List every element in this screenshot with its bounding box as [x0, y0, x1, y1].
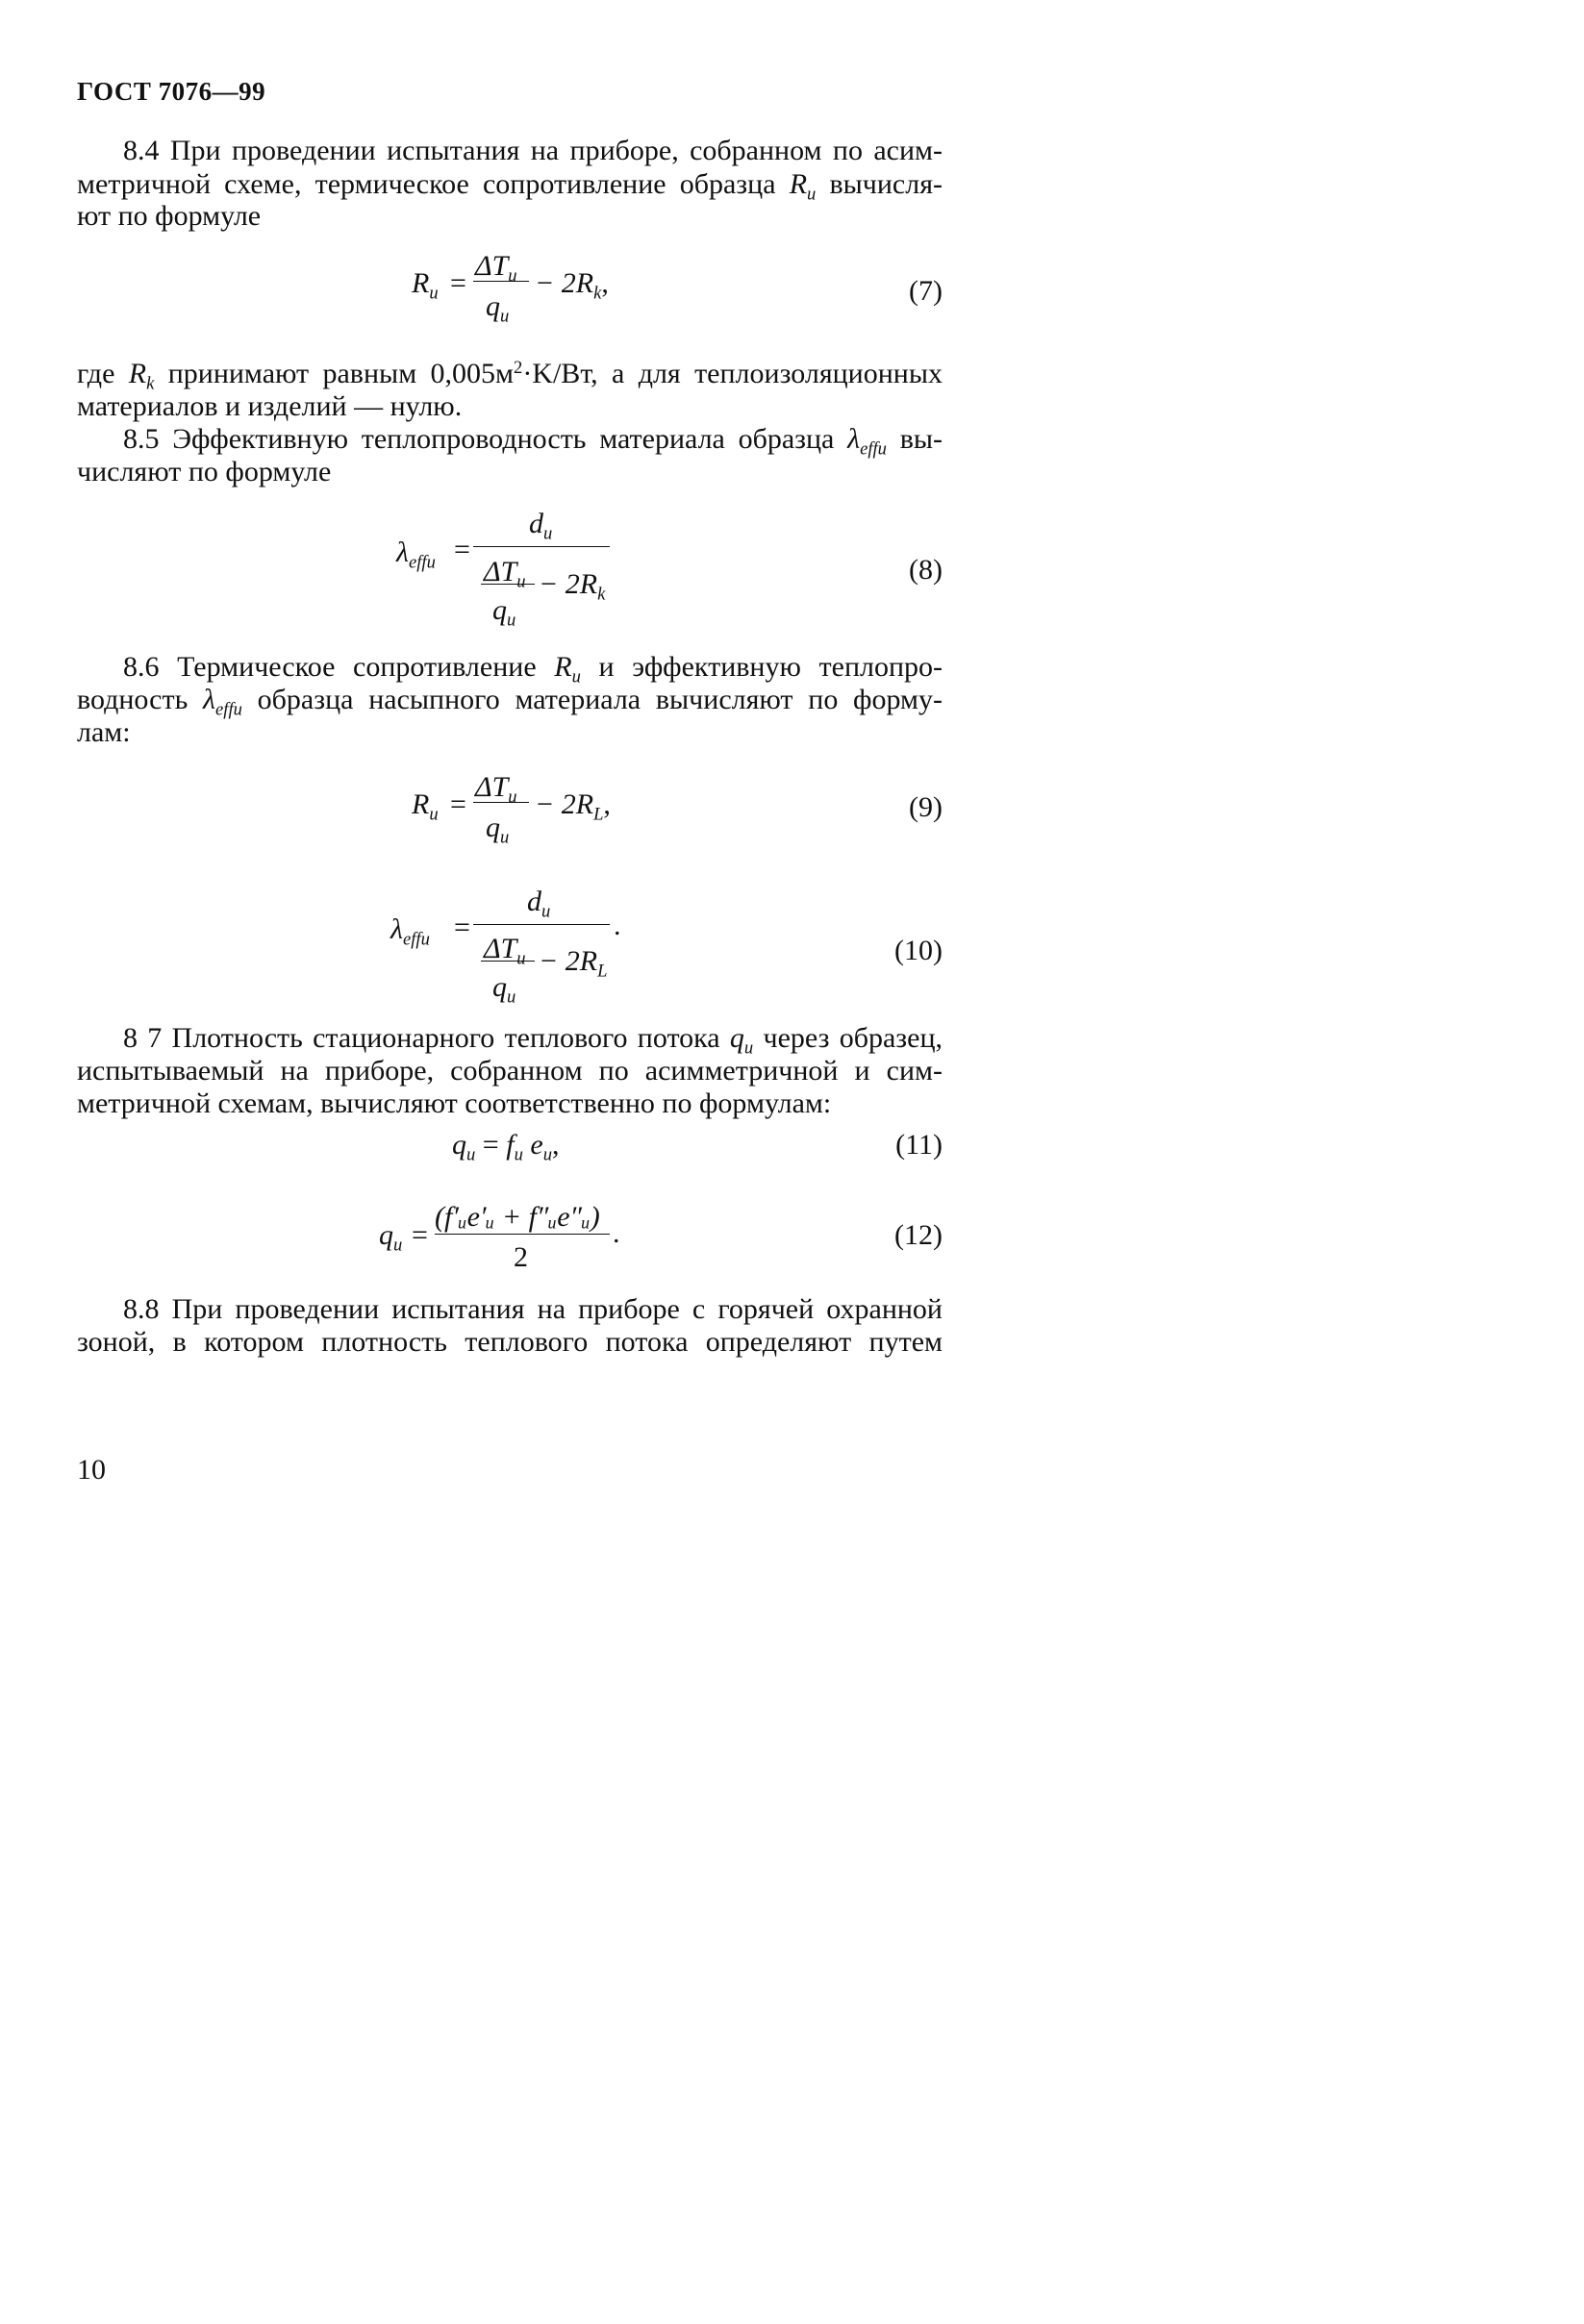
f8-main-bar [473, 546, 610, 547]
f10-equals: = [454, 912, 470, 943]
paragraph-8-8-line-2: зоной, в котором плотность теплового потока определяют путем [77, 1326, 943, 1358]
f12-denominator: 2 [514, 1241, 528, 1273]
f10-tail: − $2R_L$ [539, 945, 608, 982]
f7-numerator: $\Delta T_u$ [475, 250, 517, 287]
f8-lhs: $\lambda_{effu}$ [396, 537, 436, 573]
document-header: ГОСТ 7076—99 [77, 77, 266, 106]
f12-equals: = [412, 1219, 428, 1251]
f8-numerator: $d_u$ [529, 508, 553, 544]
f9-tail: − $2R_L$, [535, 788, 611, 825]
f9-denominator: $q_u$ [486, 812, 510, 848]
f9-equals: = [450, 788, 466, 820]
paragraph-8-7-line-3: метричной схемам, вычисляют соответственно по формулам: [77, 1087, 832, 1119]
f11-expression: $q_u = f_u$ $e_u$, [452, 1129, 560, 1165]
equation-number-11: (11) [895, 1129, 943, 1161]
paragraph-8-4b-line-2: материалов и изделий — нулю. [77, 390, 463, 422]
p84-text-b: вычисля- [829, 168, 943, 200]
f8-inner-num: $\Delta T_u$ [484, 556, 526, 592]
f12-lhs: $q_u$ [379, 1219, 403, 1256]
p84-text-a: метричной схеме, термическое сопротивление образца [77, 168, 776, 200]
f10-lhs: $\lambda_{effu}$ [390, 913, 430, 950]
f12-fraction-bar [435, 1234, 610, 1235]
paragraph-8-4-line-1: 8.4 При проведении испытания на приборе, собранном по асим- [123, 135, 943, 166]
f12-period: . [613, 1217, 620, 1249]
paragraph-8-5-line-1: 8.5 Эффективную теплопроводность материала образца $\lambda_{effu}$ вы- [123, 423, 943, 460]
f10-inner-num: $\Delta T_u$ [484, 933, 526, 969]
f7-denominator: $q_u$ [486, 290, 510, 327]
equation-number-9: (9) [909, 791, 943, 823]
r-u-symbol: $R_u$ [789, 168, 817, 205]
f9-numerator: $\Delta T_u$ [475, 771, 517, 808]
f12-numerator: (f′ᵤe′ᵤ + f″ᵤe″ᵤ) [435, 1201, 600, 1233]
f10-period: . [614, 910, 621, 941]
f8-equals: = [454, 534, 470, 565]
paragraph-8-4-line-3: ют по формуле [77, 200, 262, 232]
f9-lhs: $R_u$ [412, 788, 439, 825]
paragraph-8-6-line-3: лам: [77, 716, 131, 748]
paragraph-8-6-line-1: 8.6 Термическое сопротивление $R_u$ и эффективную теплопро- [123, 651, 943, 687]
paragraph-8-8-line-1: 8.8 При проведении испытания на приборе с горячей охранной [123, 1293, 943, 1325]
f10-main-bar [473, 924, 610, 925]
f10-inner-den: $q_u$ [492, 971, 516, 1008]
f7-equals: = [450, 267, 466, 299]
f7-tail: − $2R_k$, [535, 267, 609, 304]
f9-fraction-bar [473, 802, 529, 803]
page-number: 10 [77, 1454, 106, 1486]
equation-number-10: (10) [894, 935, 943, 966]
equation-number-12: (12) [894, 1219, 943, 1251]
equation-number-7: (7) [909, 275, 943, 307]
f10-inner-bar [481, 961, 535, 962]
f10-numerator: $d_u$ [527, 886, 551, 922]
paragraph-8-4b-line-1: где $R_k$ принимают равным $0,005м^2\cdot K/Вт$, а для теплоизоляционных [77, 357, 943, 394]
f8-inner-bar [481, 584, 535, 585]
f7-lhs: $R_u$ [412, 267, 439, 304]
paragraph-8-7-line-2: испытываемый на приборе, собранном по асимметричной и сим- [77, 1055, 943, 1087]
paragraph-8-6-line-2: водность $\lambda_{effu}$ образца насыпного материала вычисляют по форму- [77, 684, 943, 720]
f8-inner-den: $q_u$ [492, 594, 516, 631]
paragraph-8-7-line-1: 8 7 Плотность стационарного теплового потока $q_u$ через образец, [123, 1022, 943, 1059]
paragraph-8-5-line-2: числяют по формуле [77, 456, 332, 487]
paragraph-8-4-line-2 [77, 168, 943, 205]
f8-tail: − $2R_k$ [539, 568, 606, 605]
equation-number-8: (8) [909, 554, 943, 586]
f7-fraction-bar [473, 281, 529, 282]
